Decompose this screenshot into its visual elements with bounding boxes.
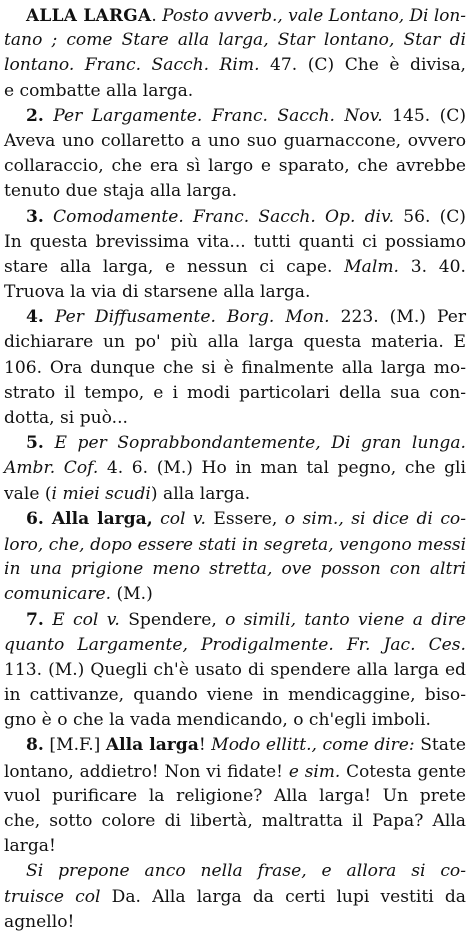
text-run: Aveva uno collaretto a uno suo guarnaccone, ovvero <box>4 130 466 151</box>
text-run: 47. (C) Che è divisa, <box>259 55 466 76</box>
text-line <box>4 885 466 910</box>
text-run: o simili, tanto viene a dire <box>225 609 466 630</box>
entry-sense-3 <box>4 205 466 306</box>
text-run: dotta, si può... <box>4 408 128 428</box>
text-run: Si prepone anco nella frase, e allora si co- <box>26 861 466 882</box>
text-run: collaraccio, che era sì largo e sparato, che avrebbe <box>4 156 466 177</box>
text-run: dichiarare un po' più alla larga questa materia. E <box>4 332 466 353</box>
text-line <box>4 179 466 204</box>
text-run: (M.) <box>111 584 153 605</box>
text-run: E col v. <box>43 609 120 630</box>
text-line <box>4 859 466 884</box>
text-run: [M.F.] <box>43 735 106 756</box>
text-run: in una prigione meno stretta, ove posson con altri <box>4 559 466 580</box>
text-run: Modo ellitt., come dire: <box>211 735 415 756</box>
entry-note <box>4 859 466 935</box>
text-line <box>4 532 466 557</box>
text-run: Malm. <box>344 256 399 277</box>
text-run: 8. <box>26 735 44 756</box>
text-run: 3. 40. <box>398 256 466 277</box>
text-line <box>4 330 466 355</box>
text-line <box>4 280 466 305</box>
text-line <box>4 406 466 431</box>
text-line <box>4 759 466 784</box>
text-line <box>4 683 466 708</box>
text-line <box>4 582 466 607</box>
text-line <box>4 104 466 129</box>
text-run: 113. (M.) Quegli ch'è usato di spendere alla larga ed <box>4 659 466 680</box>
text-run: ) alla larga. <box>150 483 251 504</box>
text-run: e combatte alla larga. <box>4 80 194 101</box>
text-line <box>4 910 466 935</box>
text-run: che, sotto colore di libertà, maltratta il Papa? Alla <box>4 811 466 831</box>
text-run: Per Diffusamente. Borg. Mon. <box>43 307 330 328</box>
text-run: State <box>414 735 466 756</box>
text-run: vuol purificare la religione? Alla larga! Un prete <box>4 785 466 806</box>
text-run: lontano, addietro! Non vi fidate! <box>4 760 289 781</box>
text-run: Per Largamente. Franc. Sacch. Nov. <box>43 105 383 126</box>
text-run: loro, che, dopo essere stati in segreta, vengono messi <box>4 533 466 554</box>
text-line <box>4 456 466 481</box>
text-line <box>4 79 466 104</box>
text-run: 223. (M.) Per <box>329 307 466 328</box>
text-run: . <box>151 5 157 25</box>
text-run: E per Soprabbondantemente, Di gran lunga. <box>43 433 466 454</box>
text-line <box>4 431 466 456</box>
text-run: e sim. <box>288 760 341 781</box>
text-line <box>4 53 466 78</box>
text-line <box>4 507 466 532</box>
text-line <box>4 381 466 406</box>
entry-sense-5 <box>4 431 466 507</box>
text-line <box>4 356 466 381</box>
text-line <box>4 608 466 633</box>
text-run: gno è o che la vada mendicando, o ch'egli imboli. <box>4 710 431 731</box>
text-line <box>4 733 466 758</box>
entry-sense-6 <box>4 507 466 608</box>
text-run: agnello! <box>4 911 75 932</box>
text-run: Ambr. Cof. <box>4 458 99 479</box>
text-line <box>4 205 466 230</box>
text-run: vale ( <box>4 483 52 504</box>
text-run: Truova la via di starsene alla larga. <box>4 282 311 303</box>
text-run: 106. Ora dunque che si è finalmente alla larga mo- <box>4 357 466 378</box>
text-run: ALLA LARGA <box>26 5 152 25</box>
text-line <box>4 305 466 330</box>
text-run: larga! <box>4 836 56 857</box>
text-run: truisce col <box>4 886 101 907</box>
text-run: tenuto due staja alla larga. <box>4 181 238 202</box>
entry-sense-8 <box>4 733 466 859</box>
text-run: Spendere, <box>119 609 226 630</box>
text-run: o sim., si dice di co- <box>284 508 466 529</box>
text-line <box>4 557 466 582</box>
text-run: 145. (C) <box>382 105 466 126</box>
entry-sense-2 <box>4 104 466 205</box>
text-run: Cotesta gente <box>340 760 466 781</box>
text-line <box>4 809 466 834</box>
text-run: tano ; come Stare alla larga, Star lontano, Star di <box>4 30 466 51</box>
text-run: 6. Alla larga, <box>26 508 153 529</box>
text-run: Da. Alla larga da certi lupi vestiti da <box>100 886 466 907</box>
text-run: Comodamente. Franc. Sacch. Op. div. <box>43 206 395 227</box>
text-line <box>4 633 466 658</box>
text-line <box>4 784 466 809</box>
text-line <box>4 658 466 683</box>
text-run: strato il tempo, e i modi particolari della sua con- <box>4 382 466 403</box>
text-run: Posto avverb., vale Lontano, Di lon- <box>156 5 466 25</box>
entry-sense-4 <box>4 305 466 431</box>
text-run: col v. <box>152 508 206 529</box>
entry-main <box>4 3 466 104</box>
text-run: 7. <box>26 609 44 630</box>
text-line <box>4 3 466 28</box>
text-run: 56. (C) <box>394 206 466 227</box>
text-run: ! <box>198 735 212 756</box>
text-run: Essere, <box>205 508 285 529</box>
text-run: i miei scudi <box>51 483 151 504</box>
text-line <box>4 230 466 255</box>
text-line <box>4 28 466 53</box>
text-run: 4. <box>26 307 44 328</box>
entry-sense-7 <box>4 608 466 734</box>
text-run: stare alla larga, e nessun ci cape. <box>4 256 345 277</box>
text-run: Alla larga <box>105 735 199 756</box>
text-line <box>4 708 466 733</box>
text-run: in cattivanze, quando viene in mendicaggine, biso- <box>4 685 466 706</box>
text-run: comunicare. <box>4 584 112 605</box>
text-line <box>4 154 466 179</box>
text-run: 4. 6. (M.) Ho in man tal pegno, che gli <box>98 458 466 479</box>
text-run: 2. <box>26 105 44 126</box>
dictionary-page <box>4 3 466 935</box>
text-run: 5. <box>26 433 44 454</box>
text-run: quanto Largamente, Prodigalmente. Fr. Jac. Ces. <box>4 634 466 655</box>
text-line <box>4 482 466 507</box>
text-run: In questa brevissima vita... tutti quanti ci possiamo <box>4 231 466 252</box>
text-run: 3. <box>26 206 44 227</box>
text-line <box>4 129 466 154</box>
text-line <box>4 834 466 859</box>
text-run: lontano. Franc. Sacch. Rim. <box>4 55 260 76</box>
text-line <box>4 255 466 280</box>
